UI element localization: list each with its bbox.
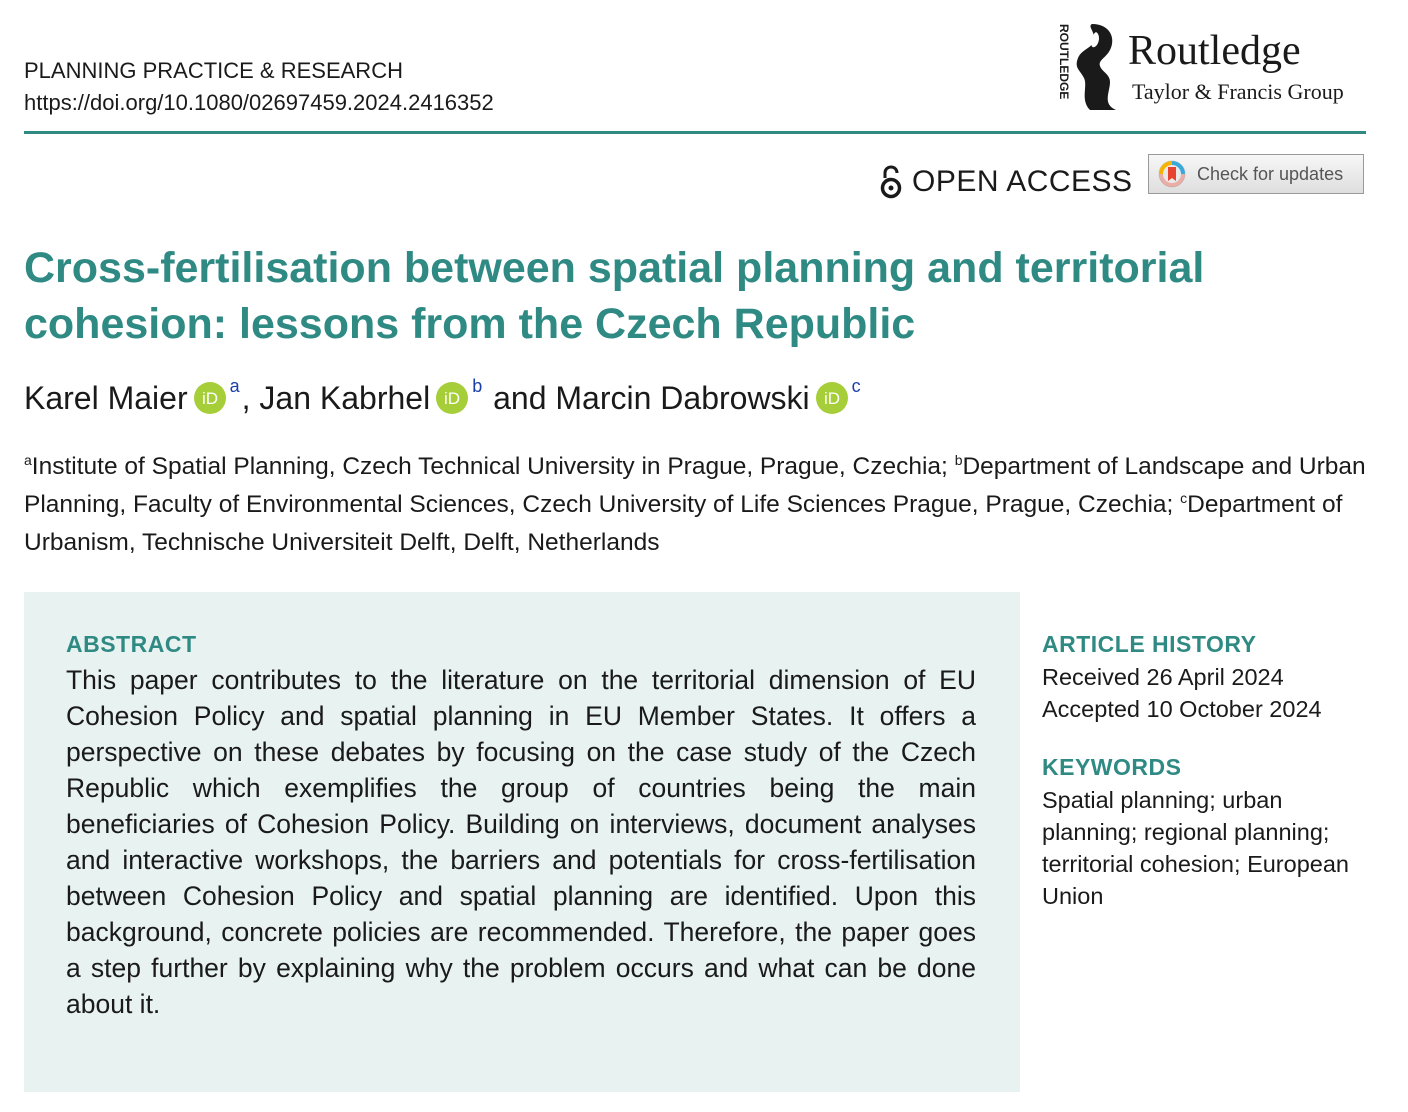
author-affiliation-marker[interactable]: c [851,376,861,396]
keywords-heading: KEYWORDS [1042,754,1182,780]
journal-header [24,55,494,119]
affiliation-marker: a [24,452,32,468]
affiliation-text: Institute of Spatial Planning, Czech Technical University in Prague, Prague, Czechia; [31,453,948,480]
svg-text:iD: iD [823,389,840,408]
routledge-mark-text: ROUTLEDGE [1057,24,1071,100]
affiliation-text: Department of Urbanism, Technische Universiteit Delft, Delft, Netherlands [24,491,1343,556]
author-affiliation-marker[interactable]: a [229,376,240,396]
abstract-text: This paper contributes to the literature on the territorial dimension of EU Cohesion Policy and spatial planning in EU Member States. It offers a perspective on these debates by focusing on the case study of the Czech Republic which exemplifies the group of countries being the main beneficiaries of Cohesion Policy. Building on interviews, document analyses and interactive workshops, the barriers and potentials for cross-fertilisation between Cohesion Policy and spatial planning are identified. Upon this background, concrete policies are recommended. Therefore, the paper goes a step further by explaining why the problem occurs and what can be done about it. [66,665,976,1019]
journal-name: PLANNING PRACTICE & RESEARCH [24,58,403,83]
article-title: Cross-fertilisation between spatial planning and territorial cohesion: lessons from the Czech Republic [24,244,1205,348]
orcid-icon[interactable] [436,382,468,414]
affiliations [24,449,1369,560]
keywords-list: Spatial planning; urban planning; regional planning; territorial cohesion; European Union [1042,787,1349,909]
publisher-name: Routledge [1128,28,1301,74]
orcid-icon[interactable] [816,382,848,414]
doi-link[interactable]: https://doi.org/10.1080/02697459.2024.2416352 [24,90,494,115]
article-history-heading: ARTICLE HISTORY [1042,631,1257,657]
affiliation-marker: c [1180,490,1188,506]
open-access-lock-icon [880,164,902,200]
author-name[interactable]: Jan Kabrhel [259,380,431,416]
check-for-updates-label: Check for updates [1197,163,1344,184]
author-affiliation-marker[interactable]: b [472,376,483,396]
publisher-logo[interactable] [1050,20,1380,112]
open-access-badge [880,160,1133,204]
svg-text:iD: iD [201,389,218,408]
svg-text:iD: iD [444,389,461,408]
article-history [1042,629,1372,725]
author-name[interactable]: Karel Maier [24,380,188,416]
open-access-label: OPEN ACCESS [912,165,1133,198]
check-for-updates-button[interactable] [1148,154,1364,194]
accepted-date: Accepted 10 October 2024 [1042,696,1322,722]
author-separator: and [493,380,547,416]
orcid-icon[interactable] [194,382,226,414]
keywords-section [1042,752,1372,912]
crossmark-icon [1157,159,1187,189]
author-separator: , [241,380,251,416]
header-divider [24,131,1366,134]
author-name[interactable]: Marcin Dabrowski [555,380,810,416]
affiliation-text: Department of Landscape and Urban Planning, Faculty of Environmental Sciences, Czech University of Life Sciences Prague, Prague, Czechia; [24,453,1366,518]
abstract-heading: ABSTRACT [66,631,197,657]
received-date: Received 26 April 2024 [1042,664,1284,690]
routledge-logo [1050,20,1122,112]
author-list [24,374,863,422]
affiliation-marker: b [954,452,963,468]
publisher-group: Taylor & Francis Group [1132,79,1344,104]
